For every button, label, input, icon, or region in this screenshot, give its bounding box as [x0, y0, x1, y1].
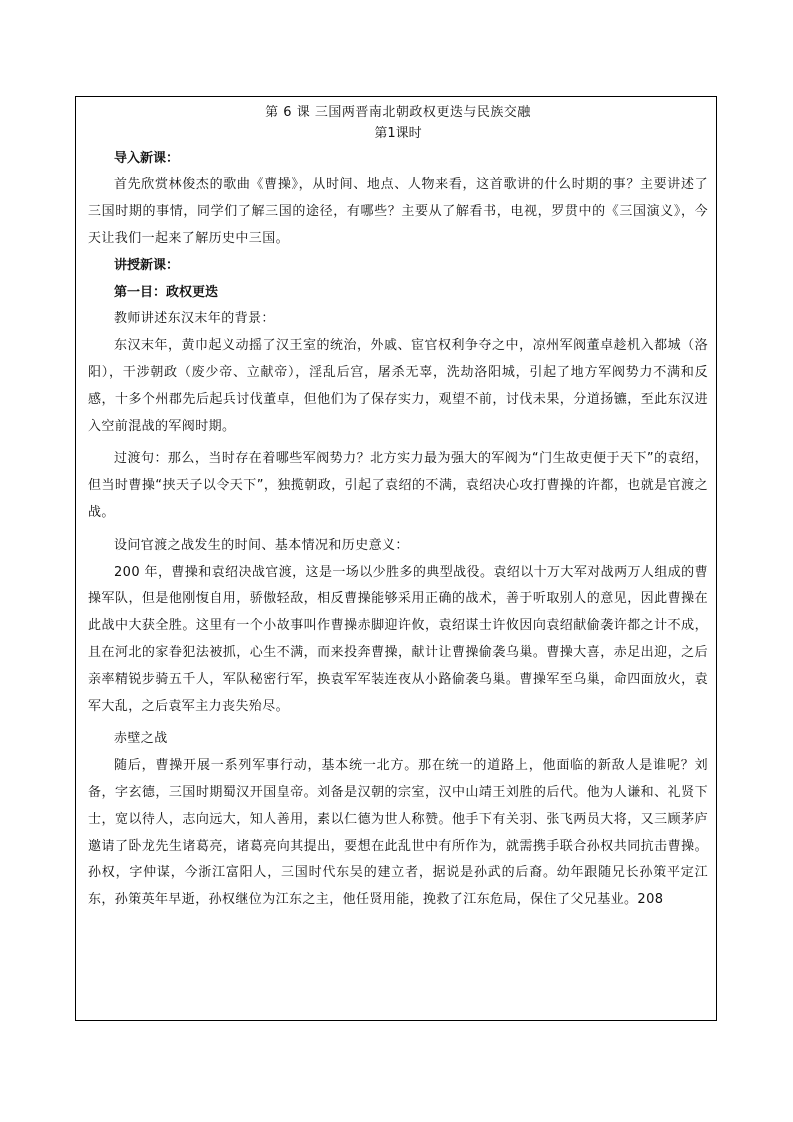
chibi-heading: 赤壁之战	[114, 731, 168, 747]
lesson-plan-frame	[75, 96, 717, 1021]
question-paragraph: 设问官渡之战发生的时间、基本情况和历史意义：	[114, 537, 409, 553]
item1-heading: 第一目：政权更迭	[114, 285, 219, 301]
item1-intro: 教师讲述东汉末年的背景：	[114, 311, 275, 327]
lecture-heading: 讲授新课：	[114, 258, 180, 274]
transition-paragraph: 过渡句：那么，当时存在着哪些军阀势力？北方实力最为强大的军阀为“门生故吏便于天下”的袁绍，但当时曹操“挟天子以令天下”，独揽朝政，引起了袁绍的不满，袁绍决心攻打曹操的许都，也就是官渡之战。	[88, 451, 708, 520]
intro-heading: 导入新课：	[114, 151, 180, 166]
lesson-content	[76, 97, 716, 914]
guandu-paragraph: 200 年，曹操和袁绍决战官渡，这是一场以少胜多的典型战役。袁绍以十万大军对战两万人组成的曹操军队，但是他刚愎自用，骄傲轻敌，相反曹操能够采用正确的战术，善于听取别人的意见，因此曹操在此战中大获全胜。这里有一个小故事叫作曹操赤脚迎许攸，袁绍谋士许攸因向袁绍献偷袭许都之计不成，且在河北的家眷犯法被抓，心生不满，而来投奔曹操，献计让曹操偷袭乌巢。曹操大喜，赤足出迎，之后亲率精锐步骑五千人，军队秘密行军，换袁军军装连夜从小路偷袭乌巢。曹操军至乌巢，命四面放火，袁军大乱，之后袁军主力丧失殆尽。	[88, 564, 708, 714]
background-paragraph: 东汉末年，黄巾起义动摇了汉王室的统治，外戚、宦官权利争夺之中，凉州军阀董卓趁机入都城（洛阳），干涉朝政（废少帝、立献帝），淫乱后宫，屠杀无辜，洗劫洛阳城，引起了地方军阀势力不满和反感，十多个州郡先后起兵讨伐董卓，但他们为了保存实力，观望不前，讨伐未果，分道扬镳，至此东汉进入空前混战的军阀时期。	[88, 338, 708, 434]
intro-paragraph: 首先欣赏林俊杰的歌曲《曹操》，从时间、地点、人物来看，这首歌讲的什么时期的事？主要讲述了三国时期的事情，同学们了解三国的途径，有哪些？主要从了解看书，电视，罗贯中的《三国演义》，今天让我们一起来了解历史中三国。	[88, 177, 708, 246]
page-subtitle: 第1课时	[374, 126, 422, 141]
chibi-paragraph: 随后，曹操开展一系列军事行动，基本统一北方。那在统一的道路上，他面临的新敌人是谁呢？刘备，字玄德，三国时期蜀汉开国皇帝。刘备是汉朝的宗室，汉中山靖王刘胜的后代。他为人谦和、礼贤下士，宽以待人，志向远大，知人善用，素以仁德为世人称赞。他手下有关羽、张飞两员大将，又三顾茅庐邀请了卧龙先生诸葛亮，诸葛亮向其提出，要想在此乱世中有所作为，就需携手联合孙权共同抗击曹操。孙权，字仲谋，今浙江富阳人，三国时代东吴的建立者，据说是孙武的后裔。幼年跟随兄长孙策平定江东，孙策英年早逝，孙权继位为江东之主，他任贤用能，挽救了江东危局，保住了父兄基业。208	[88, 758, 708, 908]
page-title: 第 6 课 三国两晋南北朝政权更迭与民族交融	[265, 105, 531, 120]
